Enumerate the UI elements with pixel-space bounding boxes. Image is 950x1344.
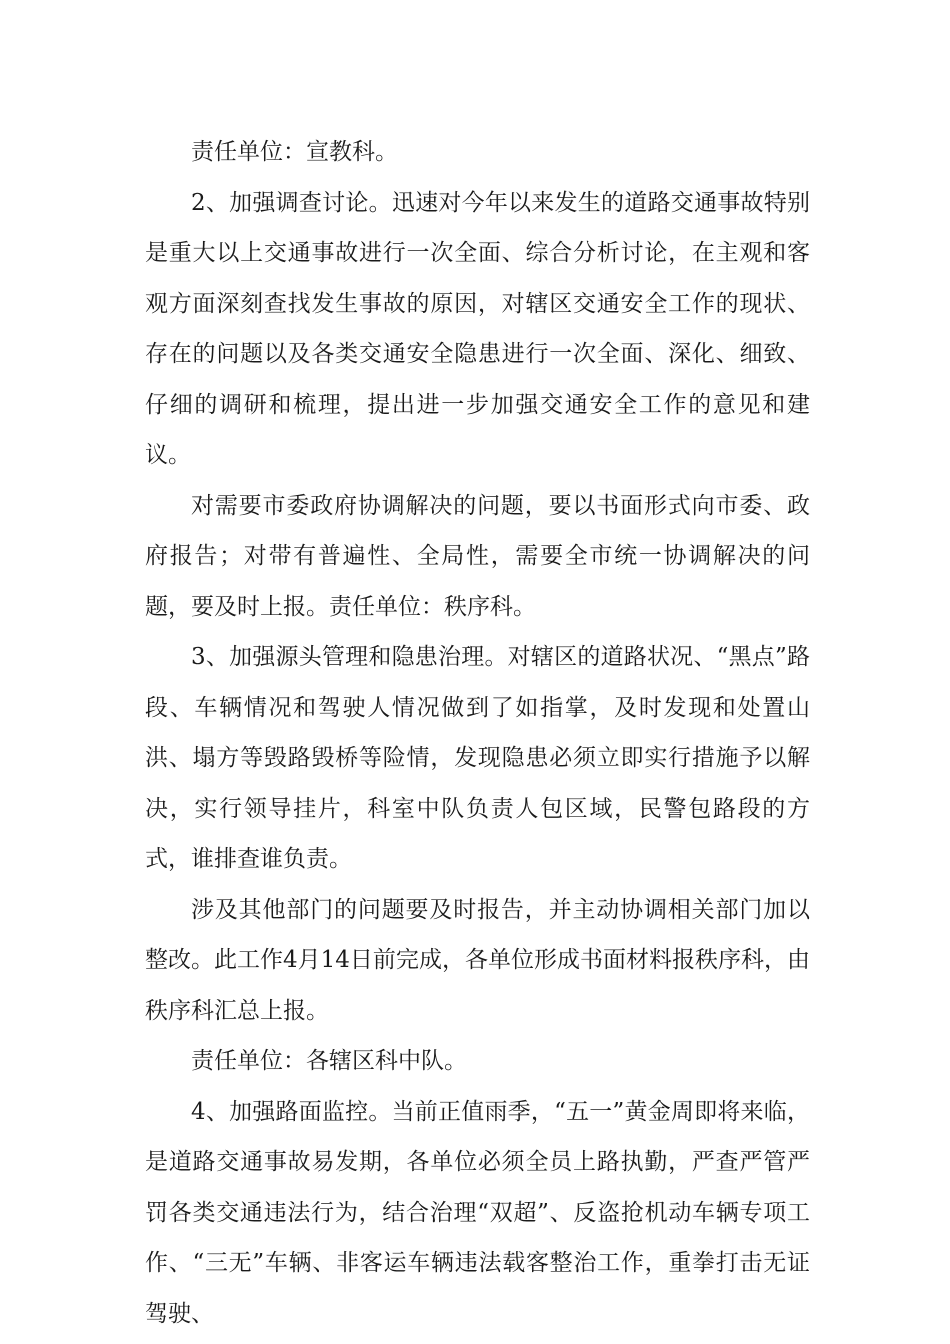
paragraph-responsible-unit-publicity: 责任单位：宣教科。 xyxy=(191,139,398,165)
paragraph-item-2-investigation: 2、加强调查讨论。迅速对今年以来发生的道路交通事故特别是重大以上交通事故进行一次全面、综合分析讨论，在主观和客观方面深刻查找发生事故的原因，对辖区交通安全工作的现状、存在的问题以及各类交通安全隐患进行一次全面、深化、细致、仔细的调研和梳理，提出进一步加强交通安全工作的意见和建议。 xyxy=(145,189,810,468)
paragraph-responsible-unit-squads: 责任单位：各辖区科中队。 xyxy=(191,1048,467,1074)
paragraph-item-3-source-management: 3、加强源头管理和隐患治理。对辖区的道路状况、“黑点”路段、车辆情况和驾驶人情况做到了如指掌，及时发现和处置山洪、塌方等毁路毁桥等险情，发现隐患必须立即实行措施予以解决，实行领导挂片，科室中队负责人包区域，民警包路段的方式，谁排查谁负责。 xyxy=(145,644,810,872)
document-body xyxy=(145,127,810,1339)
paragraph-report-to-city: 对需要市委政府协调解决的问题，要以书面形式向市委、政府报告；对带有普遍性、全局性，需要全市统一协调解决的问题，要及时上报。责任单位：秩序科。 xyxy=(145,492,810,620)
paragraph-item-4-road-monitoring: 4、加强路面监控。当前正值雨季，“五一”黄金周即将来临，是道路交通事故易发期，各单位必须全员上路执勤，严查严管严罚各类交通违法行为，结合治理“双超”、反盗抢机动车辆专项工作、“三无”车辆、非客运车辆违法载客整治工作，重拳打击无证驾驶、 xyxy=(145,1098,810,1327)
paragraph-other-departments: 涉及其他部门的问题要及时报告，并主动协调相关部门加以整改。此工作4月14日前完成，各单位形成书面材料报秩序科，由秩序科汇总上报。 xyxy=(145,896,810,1024)
